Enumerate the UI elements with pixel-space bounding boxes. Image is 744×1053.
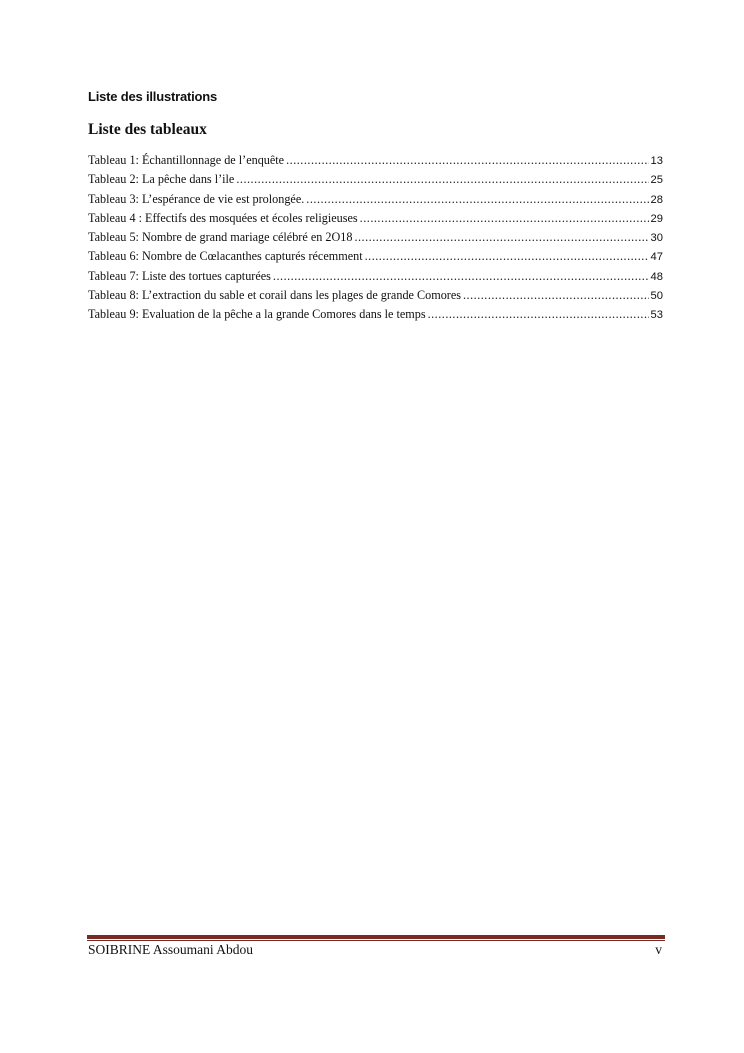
footer-rule [87, 935, 665, 939]
toc-entry-page: 25 [650, 174, 663, 187]
toc-entry[interactable] [88, 211, 663, 230]
section-title: Liste des tableaux [88, 121, 207, 138]
toc-entry-label: Tableau 7: Liste des tortues capturées [88, 268, 271, 283]
footer-author: SOIBRINE Assoumani Abdou [88, 942, 254, 957]
toc-entry-page: 48 [650, 270, 663, 283]
toc-entry-page: 30 [650, 232, 663, 245]
page-heading: Liste des illustrations [88, 89, 218, 104]
dot-leader [286, 153, 648, 168]
toc-entry-page: 28 [650, 193, 663, 206]
dot-leader [360, 211, 649, 226]
dot-leader [236, 172, 648, 187]
toc-entry[interactable] [88, 192, 663, 211]
dot-leader [463, 288, 649, 303]
footer-page-number: v [655, 942, 662, 957]
toc-entry[interactable] [88, 230, 663, 249]
toc-entry-label: Tableau 6: Nombre de Cœlacanthes capturés récemment [88, 249, 363, 264]
toc-entry-page: 47 [650, 251, 663, 264]
toc-entry-label: Tableau 1: Échantillonnage de l’enquête [88, 153, 285, 167]
toc-entry-label: Tableau 8: L’extraction du sable et corail dans les plages de grande Comores [88, 288, 461, 303]
toc-entry[interactable] [88, 288, 663, 307]
toc-entry-label: Tableau 3: L’espérance de vie est prolongée. [88, 191, 305, 206]
toc-entry[interactable] [88, 249, 663, 268]
dot-leader [306, 192, 648, 207]
toc-entry[interactable] [88, 269, 663, 288]
dot-leader [354, 230, 648, 245]
toc-entry-page: 13 [650, 155, 663, 167]
toc-entry-page: 53 [650, 309, 663, 322]
toc-entry[interactable] [88, 153, 663, 172]
toc-entry[interactable] [88, 172, 663, 191]
toc-entry-label: Tableau 4 : Effectifs des mosquées et écoles religieuses [88, 210, 358, 225]
toc-entry-label: Tableau 9: Evaluation de la pêche a la grande Comores dans le temps [88, 307, 426, 322]
toc-entry-page: 29 [650, 212, 663, 225]
dot-leader [273, 269, 649, 284]
toc-entry[interactable] [88, 307, 663, 326]
toc-entry-page: 50 [650, 290, 663, 303]
dot-leader [428, 307, 649, 322]
toc-entry-label: Tableau 2: La pêche dans l’ile [88, 172, 235, 187]
toc-entry-label: Tableau 5: Nombre de grand mariage célébré en 2O18 [88, 230, 353, 245]
dot-leader [365, 249, 649, 264]
table-of-tables [88, 153, 663, 327]
